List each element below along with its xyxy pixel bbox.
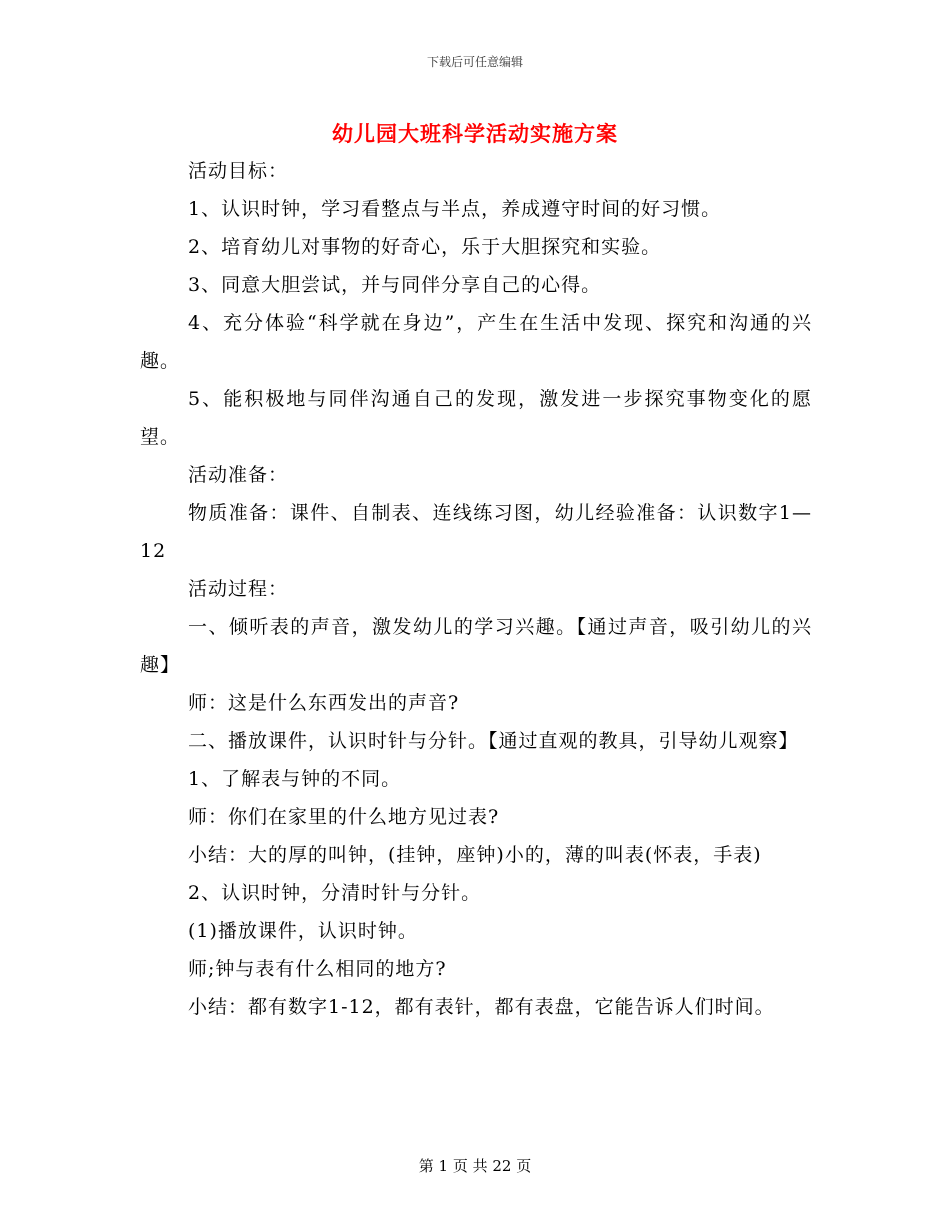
substep-2: 2、认识时钟，分清时针与分针。 [188,882,482,904]
goal-item-5: 5、能积极地与同伴沟通自己的发现，激发进一步探究事物变化的愿望。 [140,388,812,448]
process-step-2: 二、播放课件，认识时针与分针。【通过直观的教具，引导幼儿观察】 [188,730,799,752]
substep-1: 1、了解表与钟的不同。 [188,768,402,790]
goal-item-4: 4、充分体验“科学就在身边”，产生在生活中发现、探究和沟通的兴趣。 [140,312,812,372]
section-heading-goals: 活动目标： [188,160,289,182]
substep-2-1: (1)播放课件，认识时钟。 [188,920,418,942]
summary-2: 小结：都有数字1-12，都有表针，都有表盘，它能告诉人们时间。 [188,996,775,1018]
summary-1: 小结：大的厚的叫钟，(挂钟，座钟)小的，薄的叫表(怀表，手表) [188,844,762,866]
teacher-question-3: 师;钟与表有什么相同的地方? [188,958,447,980]
preparation-text: 物质准备：课件、自制表、连线练习图，幼儿经验准备：认识数字1—12 [140,502,812,562]
teacher-question-2: 师：你们在家里的什么地方见过表? [188,806,500,828]
page-number: 第 1 页 共 22 页 [418,1157,532,1175]
goal-item-2: 2、培育幼儿对事物的好奇心，乐于大胆探究和实验。 [188,236,662,258]
document-title: 幼儿园大班科学活动实施方案 [332,121,618,146]
section-heading-preparation: 活动准备： [188,464,289,486]
process-step-1: 一、倾听表的声音，激发幼儿的学习兴趣。【通过声音，吸引幼儿的兴趣】 [140,616,812,676]
section-heading-process: 活动过程： [188,578,289,600]
page-header-note: 下载后可任意编辑 [426,55,523,69]
teacher-question-1: 师：这是什么东西发出的声音? [188,692,460,714]
goal-item-1: 1、认识时钟，学习看整点与半点，养成遵守时间的好习惯。 [188,198,722,220]
goal-item-3: 3、同意大胆尝试，并与同伴分享自己的心得。 [188,274,602,296]
document-body [140,152,812,1026]
